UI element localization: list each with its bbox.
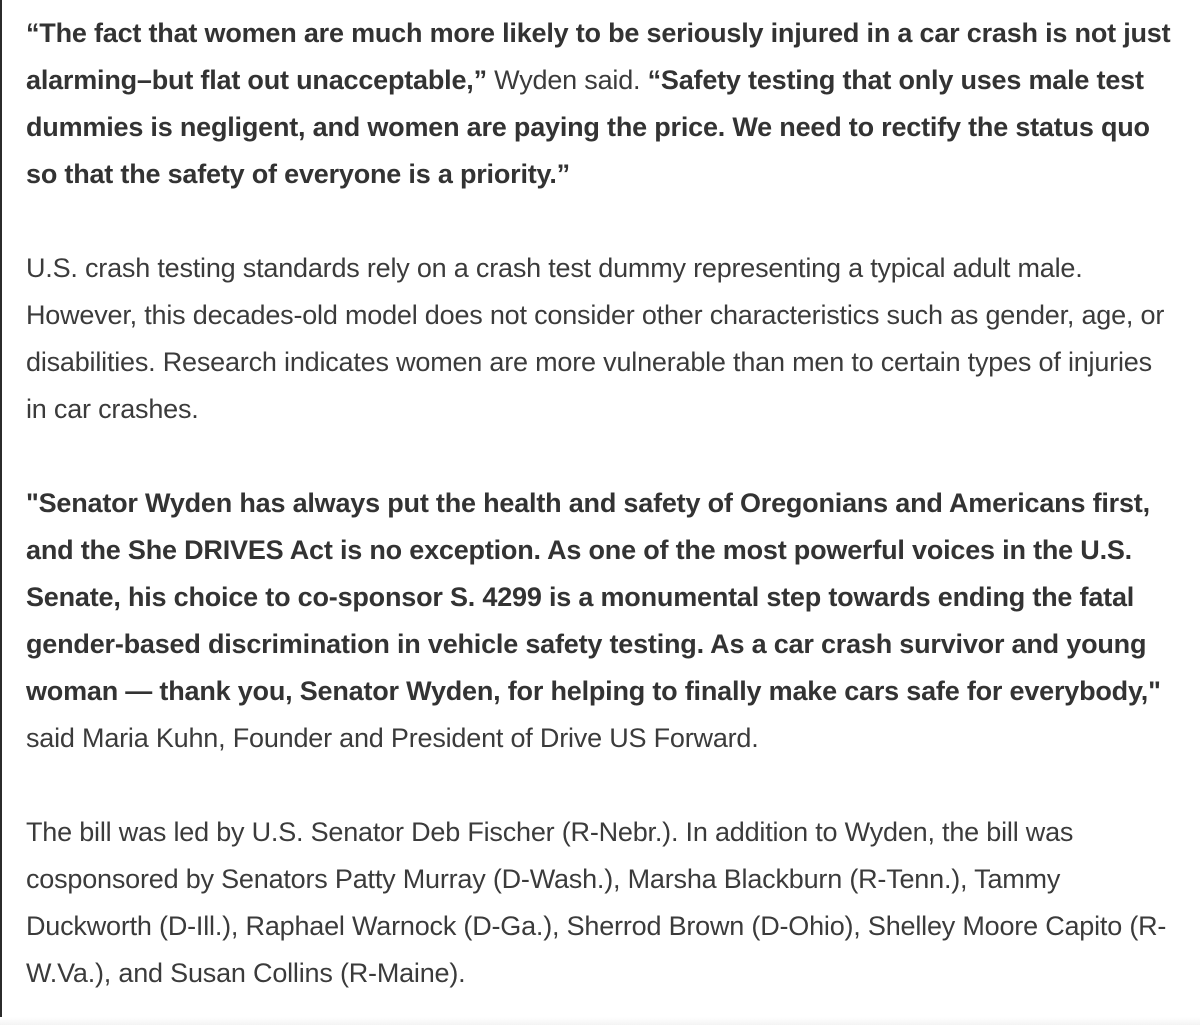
wyden-quote-part-1: “The fact that women are much more likely to be seriously injured in a car crash is not just alarming–but flat out unacceptable,” xyxy=(26,18,1171,95)
bottom-edge-shade xyxy=(0,1017,1200,1025)
kuhn-quote: "Senator Wyden has always put the health and safety of Oregonians and Americans first, and the She DRIVES Act is no exception. As one of the most powerful voices in the U.S. Senate, his choice to co-sponsor S. 4299 is a monumental step towards ending the fatal gender-based discrimination in vehicle safety testing. As a car crash survivor and young woman — thank you, Senator Wyden, for helping to finally make cars safe for everybody," xyxy=(26,488,1161,706)
wyden-attribution: Wyden said. xyxy=(486,65,648,95)
paragraph-kuhn-quote xyxy=(26,480,1176,762)
wyden-quote-part-2: “Safety testing that only uses male test dummies is negligent, and women are paying the price. We need to rectify the status quo so that the safety of everyone is a priority.” xyxy=(26,65,1150,189)
paragraph-crash-testing-standards xyxy=(26,245,1176,433)
cosponsors-text: The bill was led by U.S. Senator Deb Fischer (R-Nebr.). In addition to Wyden, the bill was cosponsored by Senators Patty Murray (D-Wash.), Marsha Blackburn (R-Tenn.), Tammy Duckworth (D-Ill.), Raphael Warnock (D-Ga.), Sherrod Brown (D-Ohio), Shelley Moore Capito (R-W.Va.), and Susan Collins (R-Maine). xyxy=(26,817,1167,988)
article-body xyxy=(26,10,1176,997)
paragraph-wyden-quote xyxy=(26,10,1176,198)
crash-testing-text: U.S. crash testing standards rely on a crash test dummy representing a typical adult male. However, this decades-old model does not consider other characteristics such as gender, age, or disabilities. Research indicates women are more vulnerable than men to certain types of injuries in car crashes. xyxy=(26,253,1165,424)
left-border-rule xyxy=(0,0,2,1025)
kuhn-attribution: said Maria Kuhn, Founder and President of Drive US Forward. xyxy=(26,723,759,753)
paragraph-cosponsors xyxy=(26,809,1176,997)
